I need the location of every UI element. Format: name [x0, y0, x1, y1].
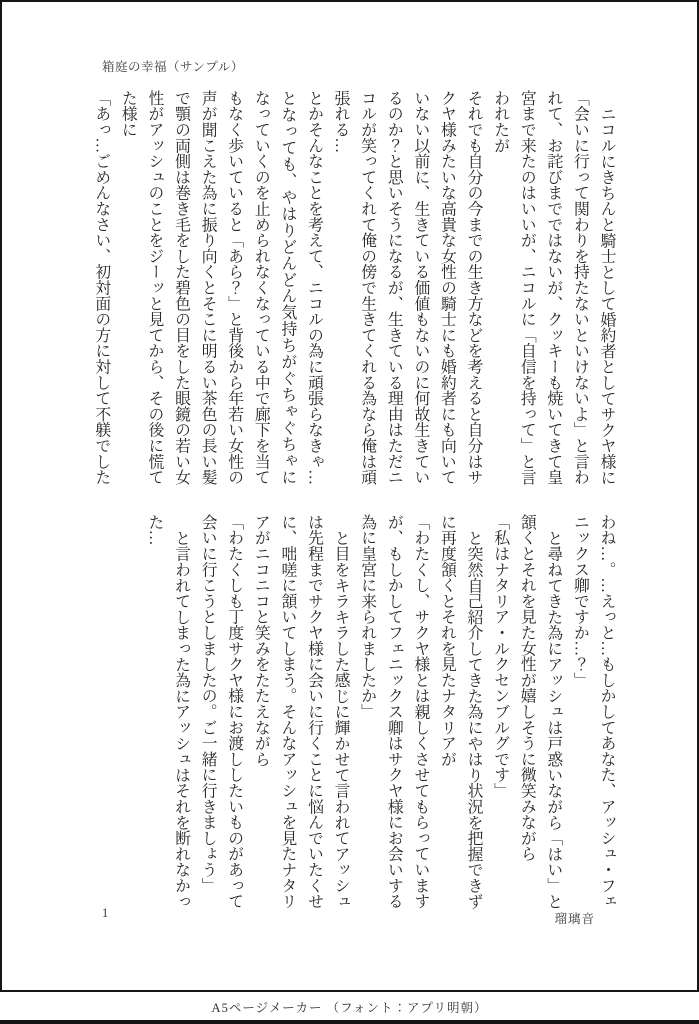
paragraph: わね…。…えっと…もしかしてあなた、アッシュ・フェニックス卿ですか…？」 — [571, 514, 615, 909]
paragraph: それでも自分の今までの生き方などを考えると自分はサクヤ様みたいな高貴な女性の騎士にも婚約者にも向いていない以前に、生きている価値もないのに何故生きているのか？と思いそうになるが、生きている理由はただニコルが笑ってくれて俺の傍で生きてくれる為なら俺は頑張れる… — [332, 90, 483, 485]
paragraph: 「わたくし、サクヤ様とは親しくさせてもらっていますが、もしかしてフェニックス卿はサクヤ様にお会いする為に皇宮に来られましたか」 — [358, 514, 429, 909]
paragraph: と突然自己紹介してきた為にやはり状況を把握できずに再度頷くとそれを見たナタリアが — [438, 514, 483, 909]
paragraph: と目をキラキラした感じに輝かせて言われてアッシュは先程までサクヤ様に会いに行くことに悩んでいたくせに、咄嗟に頷いてしまう。そんなアッシュを見たナタリアがニコニコと笑みをたたえながら — [252, 514, 350, 909]
page-number: 1 — [102, 906, 109, 920]
bottom-edge-bar — [0, 1020, 699, 1024]
caption-strip — [0, 992, 699, 1021]
vertical-text-block-top — [83, 90, 619, 485]
paragraph: 「あっ…ごめんなさい、初対面の方に対して不躾でした — [92, 90, 110, 485]
paragraph: とかそんなことを考えて、ニコルの為に頑張らなきゃ…となっても、やはりどんどん気持ちがぐちゃぐちゃになっていくのを止められなくなっている中で廊下を当てもなく歩いていると「あら？」と背後から年若い女性の声が聞こえた為に振り向くとそこに明るい茶色の長い髪で顎の両側は巻き毛をした碧色の目をした眼鏡の若い女性がアッシュのことをジーッと見てから、その後に慌てた様に — [119, 90, 323, 485]
app-footer-caption: A5ページメーカー （フォント：アプリ明朝） — [211, 1000, 488, 1015]
paragraph: 「わたくしも丁度サクヤ様にお渡ししたいものがあって会いに行こうとしましたの。ご一緒に行きましょう」 — [199, 514, 243, 909]
running-head-title: 箱庭の幸福（サンプル） — [102, 60, 244, 74]
paragraph: ニコルにきちんと騎士として婚約者としてサクヤ様に「会いに行って関わりを持たないといけないよ」と言われて、お詫びまでではないが、クッキーも焼いてきて皇宮まで来たのはいいが、ニコルに「自信を持って」と言われたが — [491, 90, 615, 485]
paragraph: と尋ねてきた為にアッシュは戸惑いながら「はい」と頷くとそれを見た女性が嬉しそうに微笑みながら — [518, 514, 562, 909]
paragraph: と言われてしまった為にアッシュはそれを断れなかった… — [145, 514, 190, 909]
vertical-text-block-bottom — [83, 514, 619, 909]
paragraph: 「私はナタリア・ルクセンブルグです」 — [491, 514, 509, 799]
author-name: 瑠璃音 — [554, 912, 595, 926]
